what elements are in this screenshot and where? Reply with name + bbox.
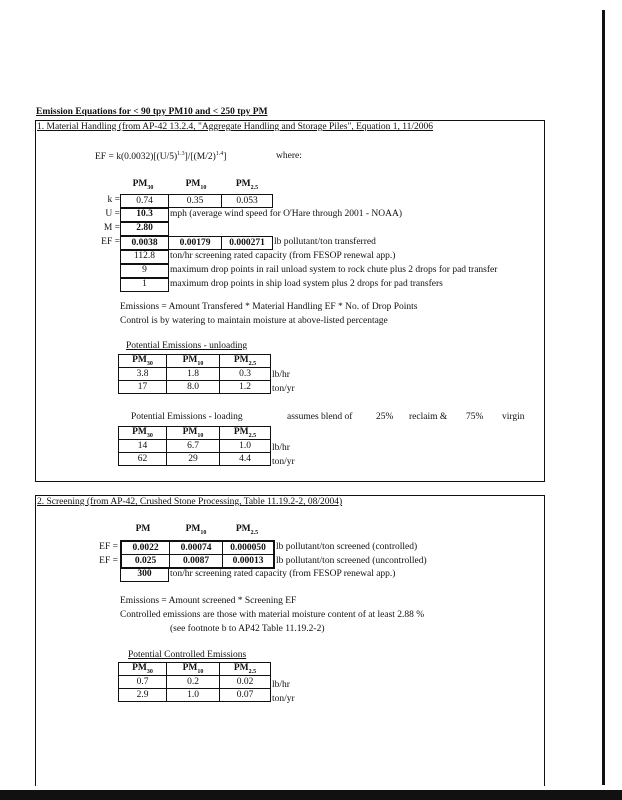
unload-header-pm10: $PM_{10}$ xyxy=(167,355,220,368)
table-row: 0.0022 0.00074 0.000050 xyxy=(121,541,274,555)
emissions-equation: Emissions = Amount Transfered * Material Handling EF * No. of Drop Points xyxy=(120,302,418,312)
load-header-pm25: $PM_{2.5}$ xyxy=(220,427,271,440)
ef-value-pm25: 0.000271 xyxy=(222,237,273,250)
load-unit-yr: ton/yr xyxy=(272,457,295,467)
drop-points-rail-value: 9 xyxy=(120,264,169,278)
m-value: 2.80 xyxy=(120,222,169,236)
u-description: mph (average wind speed for O'Hare through 2001 - NOAA) xyxy=(170,209,403,219)
control-note: Control is by watering to maintain moisture at above-listed percentage xyxy=(120,316,388,326)
ef-equation: EF = $k(0.0032)[(U/5)^{1.3}]/[(M/2)^{1.4}]$ xyxy=(95,151,227,163)
s2-capacity-description: ton/hr screening rated capacity (from FESOP renewal app.) xyxy=(170,569,396,579)
col-header-pm10: $PM_{10}$ xyxy=(185,179,207,191)
table-row: 14 6.7 1.0 xyxy=(119,440,271,453)
ef-table xyxy=(120,236,273,250)
s2-emissions-equation: Emissions = Amount screened * Screening EF xyxy=(120,596,297,606)
s2-pot-header-pm30: $PM_{30}$ xyxy=(119,663,167,676)
blend-reclaim-label: reclaim & xyxy=(409,412,448,422)
drop-points-rail-description: maximum drop points in rail unload system to rock chute plus 2 drops for pad transfer xyxy=(170,265,498,275)
capacity-description: ton/hr screening rated capacity (from FESOP renewal app.) xyxy=(170,251,396,261)
table-row: 0.025 0.0087 0.00013 xyxy=(121,555,274,569)
s2-col-header-pm10: $PM_{10}$ xyxy=(185,524,207,536)
s2-ef-label-uncontrolled: EF = xyxy=(99,556,118,566)
k-table xyxy=(120,194,273,208)
blend-pct-virgin: 75% xyxy=(466,412,484,422)
scan-edge-bottom xyxy=(0,790,622,800)
blend-pct-reclaim: 25% xyxy=(376,412,394,422)
u-value: 10.3 xyxy=(120,208,169,222)
m-label: M = xyxy=(103,223,120,233)
unloading-title: Potential Emissions - unloading xyxy=(126,341,248,351)
scan-edge-right xyxy=(602,10,605,785)
unload-header-pm25: $PM_{2.5}$ xyxy=(220,355,271,368)
unload-header-pm30: $PM_{30}$ xyxy=(119,355,167,368)
section2-heading: 2. Screening (from AP-42, Crushed Stone Processing, Table 11.19.2-2, 08/2004) xyxy=(37,497,343,507)
ef-description: lb pollutant/ton transferred xyxy=(274,237,376,247)
s2-pot-header-pm10: $PM_{10}$ xyxy=(167,663,220,676)
loading-table xyxy=(118,426,271,466)
ef-label: EF = xyxy=(101,237,120,247)
loading-title: Potential Emissions - loading xyxy=(131,412,243,422)
s2-ef-description-controlled: lb pollutant/ton screened (controlled) xyxy=(276,542,418,552)
unload-unit-yr: ton/yr xyxy=(272,384,295,394)
ef-value-pm10: 0.00179 xyxy=(169,237,222,250)
load-header-pm10: $PM_{10}$ xyxy=(167,427,220,440)
blend-text: assumes blend of xyxy=(287,412,353,422)
page-title: Emission Equations for < 90 tpy PM10 and < 250 tpy PM xyxy=(36,107,268,117)
s2-pot-unit-yr: ton/yr xyxy=(272,694,295,704)
k-value-pm30: 0.74 xyxy=(121,195,169,208)
where-label: where: xyxy=(276,151,302,161)
screening-ef-table xyxy=(120,540,275,569)
s2-ef-description-uncontrolled: lb pollutant/ton screened (uncontrolled) xyxy=(276,556,427,566)
drop-points-ship-value: 1 xyxy=(120,278,169,292)
blend-virgin-label: virgin xyxy=(502,412,525,422)
table-row: 0.7 0.2 0.02 xyxy=(119,676,271,689)
ef-value-pm30: 0.0038 xyxy=(121,237,169,250)
table-row: 17 8.0 1.2 xyxy=(119,381,271,394)
col-header-pm25: $PM_{2.5}$ xyxy=(235,179,259,191)
section1-frame xyxy=(35,120,545,482)
table-row: 3.8 1.8 0.3 xyxy=(119,368,271,381)
capacity-value: 112.8 xyxy=(120,250,169,264)
load-header-pm30: $PM_{30}$ xyxy=(119,427,167,440)
drop-points-ship-description: maximum drop points in ship load system plus 2 drops for pad transfers xyxy=(170,279,443,289)
s2-pot-header-pm25: $PM_{2.5}$ xyxy=(220,663,271,676)
s2-footnote: (see footnote b to AP42 Table 11.19.2-2) xyxy=(170,624,325,634)
u-label: U = xyxy=(105,209,120,219)
k-label: k = xyxy=(107,195,120,205)
s2-col-header-pm: PM xyxy=(135,524,151,534)
unload-unit-hr: lb/hr xyxy=(272,370,290,380)
s2-moisture-note: Controlled emissions are those with material moisture content of at least 2.88 % xyxy=(120,610,425,620)
col-header-pm30: $PM_{30}$ xyxy=(132,179,154,191)
unloading-table xyxy=(118,354,271,394)
k-value-pm25: 0.053 xyxy=(222,195,273,208)
table-row: 2.9 1.0 0.07 xyxy=(119,689,271,702)
s2-col-header-pm25: $PM_{2.5}$ xyxy=(235,524,259,536)
s2-capacity-value: 300 xyxy=(120,568,169,582)
s2-pot-unit-hr: lb/hr xyxy=(272,680,290,690)
k-value-pm10: 0.35 xyxy=(169,195,222,208)
s2-ef-label-controlled: EF = xyxy=(99,542,118,552)
section1-heading: 1. Material Handling (from AP-42 13.2.4, "Aggregate Handling and Storage Piles", Equation 1, 11/2006 xyxy=(37,122,434,132)
section2-frame xyxy=(35,495,545,786)
load-unit-hr: lb/hr xyxy=(272,443,290,453)
s2-potential-table xyxy=(118,662,271,702)
s2-potential-title: Potential Controlled Emissions xyxy=(128,650,247,660)
table-row: 62 29 4.4 xyxy=(119,453,271,466)
